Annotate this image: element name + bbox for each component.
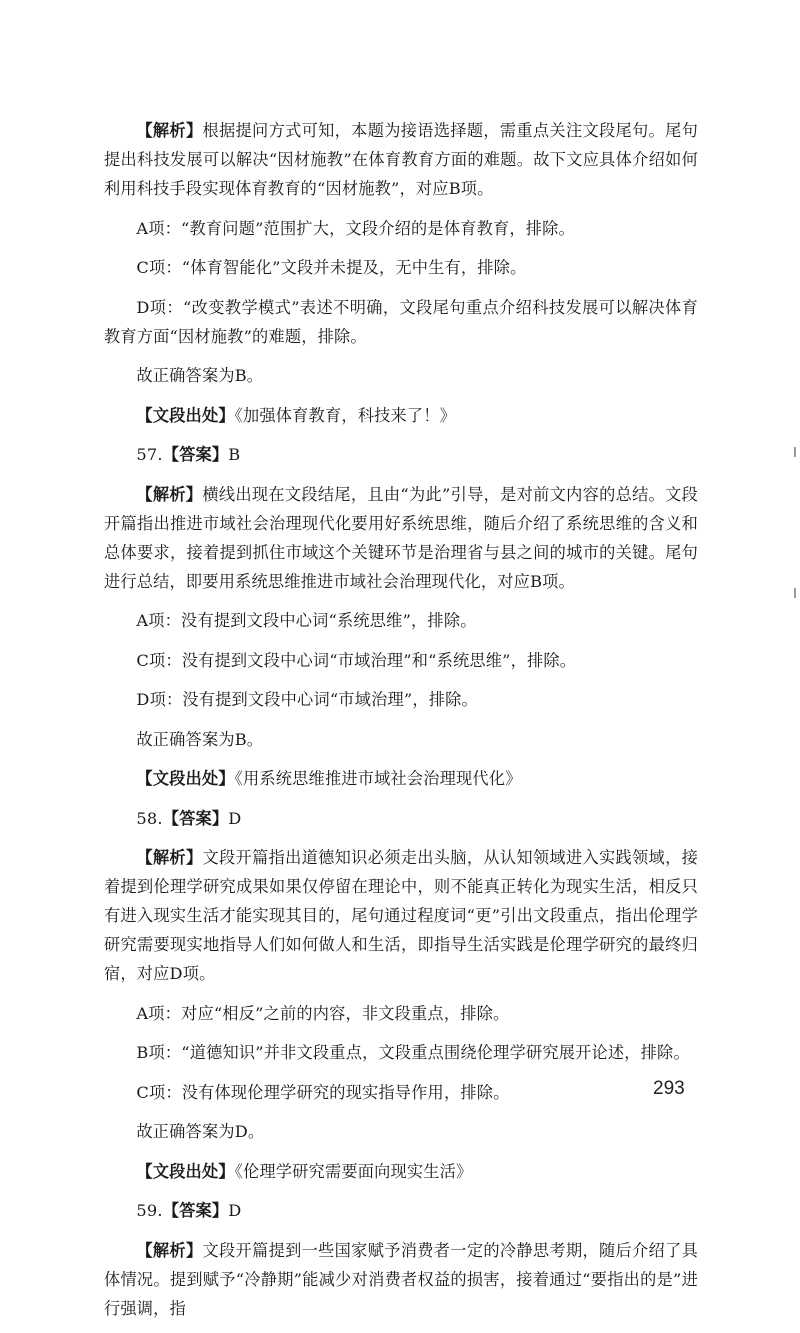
q59-answer-line: [104, 1196, 698, 1225]
q56-analysis: [104, 116, 698, 203]
q58-source: [104, 1157, 698, 1186]
q58-option-a: A项：对应“相反”之前的内容，非文段重点，排除。: [136, 1003, 510, 1023]
question-number: 57.: [136, 445, 163, 464]
source-title: 《伦理学研究需要面向现实生活》: [234, 1161, 473, 1181]
source-title: 《用系统思维推进市域社会治理现代化》: [234, 769, 522, 788]
q56-option-a: A项：“教育问题”范围扩大，文段介绍的是体育教育，排除。: [136, 218, 575, 238]
answer-label: 【答案】: [162, 808, 229, 828]
scan-edge-mark: [794, 588, 796, 598]
answer-value: B: [228, 445, 241, 464]
analysis-label: 【解析】: [136, 1240, 203, 1260]
answer-label: 【答案】: [162, 445, 229, 464]
analysis-label: 【解析】: [136, 484, 203, 504]
q56-option-c: C项：“体育智能化”文段并未提及，无中生有，排除。: [136, 258, 527, 277]
page-content: [104, 116, 698, 1333]
answer-value: D: [228, 1201, 242, 1220]
q57-option-c: C项：没有提到文段中心词“市域治理”和“系统思维”，排除。: [136, 650, 577, 670]
analysis-label: 【解析】: [136, 848, 203, 867]
source-title: 《加强体育教育，科技来了！》: [234, 405, 457, 425]
source-label: 【文段出处】: [136, 1161, 235, 1181]
source-label: 【文段出处】: [136, 769, 235, 788]
q58-analysis: [104, 843, 698, 988]
answer-label: 【答案】: [162, 1201, 229, 1220]
q57-conclusion: 故正确答案为B。: [136, 729, 264, 749]
analysis-text: 根据提问方式可知，本题为接语选择题，需重点关注文段尾句。尾句提出科技发展可以解决“因材施教”在体育教育方面的难题。故下文应具体介绍如何利用科技手段实现体育教育的“因材施教”，对应B项。: [104, 121, 698, 198]
q57-analysis: [104, 480, 698, 596]
q56-option-d: D项：“改变教学模式”表述不明确，文段尾句重点介绍科技发展可以解决体育教育方面“因材施教”的难题，排除。: [104, 297, 698, 346]
q57-source: [104, 764, 698, 793]
q57-answer-line: [104, 440, 698, 469]
q58-option-b: B项：“道德知识”并非文段重点，文段重点围绕伦理学研究展开论述，排除。: [136, 1043, 690, 1062]
q57-option-a: A项：没有提到文段中心词“系统思维”，排除。: [136, 611, 477, 630]
analysis-text: 文段开篇指出道德知识必须走出头脑，从认知领域进入实践领域，接着提到伦理学研究成果如果仅停留在理论中，则不能真正转化为现实生活，相反只有进入现实生活才能实现其目的，尾句通过程度词“更”引出文段重点，指出伦理学研究需要现实地指导人们如何做人和生活，即指导生活实践是伦理学研究的最终归宿，对应D项。: [104, 848, 698, 983]
answer-value: D: [228, 808, 242, 828]
question-number: 58.: [136, 808, 163, 828]
q58-option-c: C项：没有体现伦理学研究的现实指导作用，排除。: [136, 1082, 510, 1102]
analysis-label: 【解析】: [136, 121, 203, 140]
q59-analysis: [104, 1236, 698, 1323]
source-label: 【文段出处】: [136, 405, 235, 425]
q58-conclusion: 故正确答案为D。: [136, 1122, 265, 1141]
analysis-text: 文段开篇提到一些国家赋予消费者一定的冷静思考期，随后介绍了具体情况。提到赋予“冷静期”能减少对消费者权益的损害，接着通过“要指出的是”进行强调，指: [104, 1240, 698, 1318]
q58-answer-line: [104, 804, 698, 833]
q57-option-d: D项：没有提到文段中心词“市域治理”，排除。: [136, 690, 478, 709]
q56-conclusion: 故正确答案为B。: [136, 366, 264, 385]
q56-source: [104, 401, 698, 430]
page-number: 293: [653, 1078, 685, 1099]
scan-edge-mark: [794, 447, 796, 457]
question-number: 59.: [136, 1201, 163, 1220]
analysis-text: 横线出现在文段结尾，且由“为此”引导，是对前文内容的总结。文段开篇指出推进市域社会治理现代化要用好系统思维，随后介绍了系统思维的含义和总体要求，接着提到抓住市域这个关键环节是治理省与县之间的城市的关键。尾句进行总结，即要用系统思维推进市域社会治理现代化，对应B项。: [104, 484, 698, 591]
